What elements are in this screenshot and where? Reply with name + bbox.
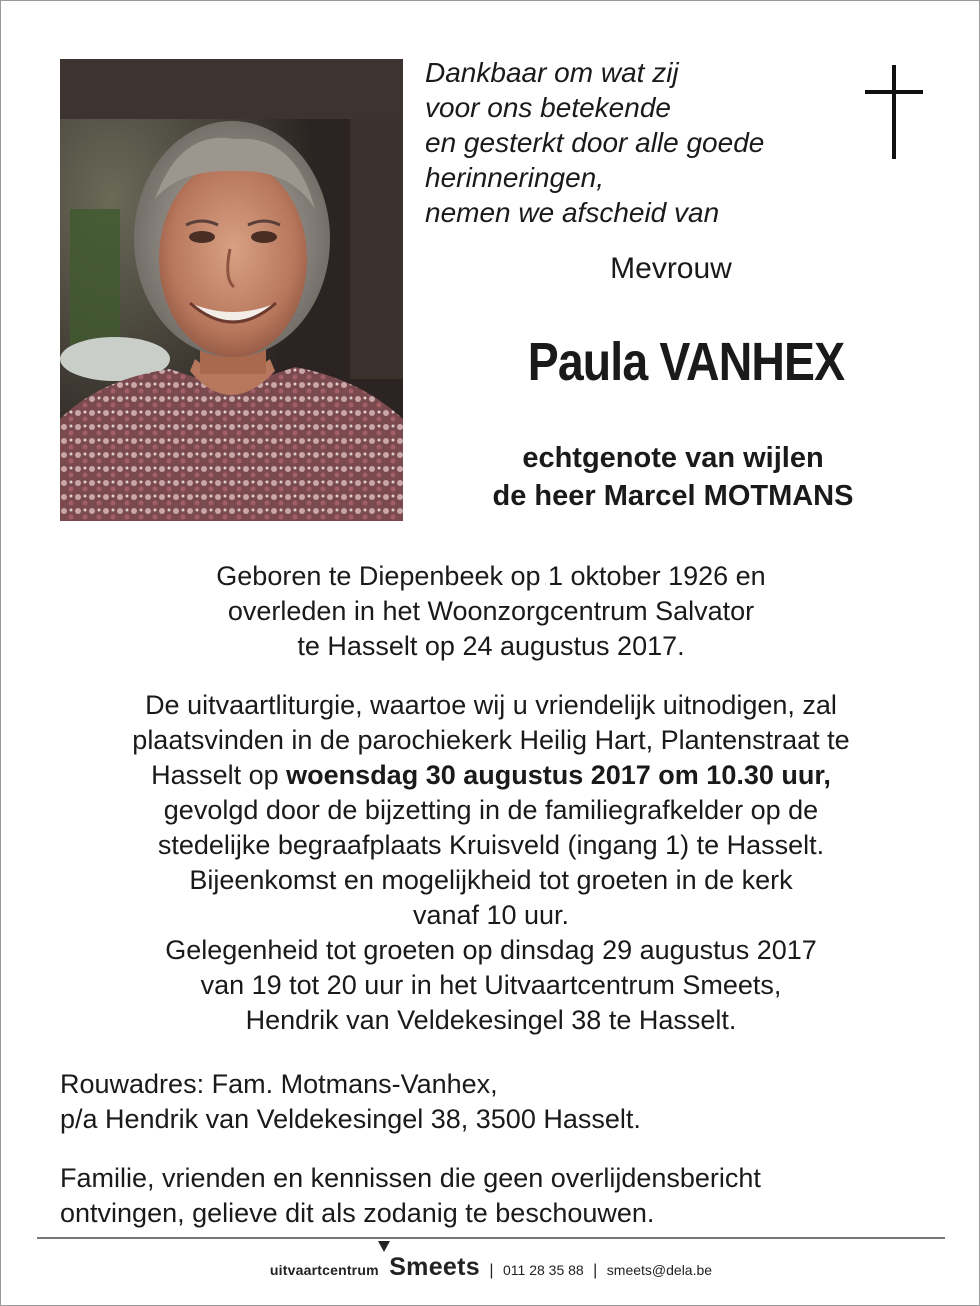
- footer-prefix: uitvaartcentrum: [269, 1262, 379, 1278]
- mourning-address: [60, 1067, 940, 1137]
- address-line: p/a Hendrik van Veldekesingel 38, 3500 Hasselt.: [60, 1104, 641, 1134]
- funeral-line: plaatsvinden in de parochiekerk Heilig Hart, Plantenstraat te: [132, 725, 850, 755]
- portrait-image: [60, 59, 403, 521]
- footer-separator: |: [489, 1262, 494, 1279]
- honorific: Mevrouw: [610, 252, 732, 285]
- intro-line: en gesterkt door alle goede: [425, 127, 765, 158]
- intro-line: voor ons betekende: [425, 92, 671, 123]
- footer-separator: |: [593, 1262, 598, 1279]
- cross-icon: [865, 65, 923, 159]
- funeral-line: Bijeenkomst en mogelijkheid tot groeten in de kerk: [189, 865, 793, 895]
- intro-verse: [425, 55, 865, 230]
- notice-paragraph: [60, 1161, 940, 1231]
- footer-email: smeets@dela.be: [606, 1262, 713, 1278]
- funeral-line: stedelijke begraafplaats Kruisveld (ingang 1) te Hasselt.: [157, 830, 825, 860]
- spouse-info: [413, 439, 933, 515]
- funeral-line: Hendrik van Veldekesingel 38 te Hasselt.: [245, 1005, 737, 1035]
- birth-death-line: te Hasselt op 24 augustus 2017.: [297, 631, 685, 661]
- footer-divider: [37, 1237, 945, 1239]
- notice-line: Familie, vrienden en kennissen die geen overlijdensbericht: [60, 1163, 761, 1193]
- funeral-line: Gelegenheid tot groeten op dinsdag 29 augustus 2017: [165, 935, 817, 965]
- intro-line: nemen we afscheid van: [425, 197, 720, 228]
- portrait-photo: [60, 59, 403, 521]
- notice-line: ontvingen, gelieve dit als zodanig te beschouwen.: [60, 1198, 655, 1228]
- triangle-marker-icon: [378, 1241, 390, 1252]
- funeral-line-prefix: Hasselt op: [151, 760, 287, 790]
- footer-phone: 011 28 35 88: [503, 1262, 584, 1278]
- birth-death-paragraph: [31, 559, 951, 664]
- birth-death-line: Geboren te Diepenbeek op 1 oktober 1926 en: [216, 561, 766, 591]
- intro-line: Dankbaar om wat zij: [425, 57, 679, 88]
- footer-brand: Smeets: [389, 1253, 480, 1281]
- funeral-paragraph: [31, 688, 951, 1038]
- funeral-line: De uitvaartliturgie, waartoe wij u vriendelijk uitnodigen, zal: [145, 690, 837, 720]
- deceased-name: Paula VANHEX: [527, 332, 845, 392]
- footer: [1, 1253, 980, 1282]
- address-line: Rouwadres: Fam. Motmans-Vanhex,: [60, 1069, 498, 1099]
- funeral-line: vanaf 10 uur.: [412, 900, 570, 930]
- spouse-line: echtgenote van wijlen: [522, 442, 824, 474]
- funeral-line: gevolgd door de bijzetting in de familiegrafkelder op de: [163, 795, 819, 825]
- intro-line: herinneringen,: [425, 162, 605, 193]
- funeral-line: van 19 tot 20 uur in het Uitvaartcentrum Smeets,: [200, 970, 782, 1000]
- spouse-line: de heer Marcel MOTMANS: [492, 480, 854, 512]
- funeral-line: [31, 758, 951, 793]
- funeral-date-time: woensdag 30 augustus 2017 om 10.30 uur,: [286, 760, 831, 790]
- birth-death-line: overleden in het Woonzorgcentrum Salvator: [227, 596, 755, 626]
